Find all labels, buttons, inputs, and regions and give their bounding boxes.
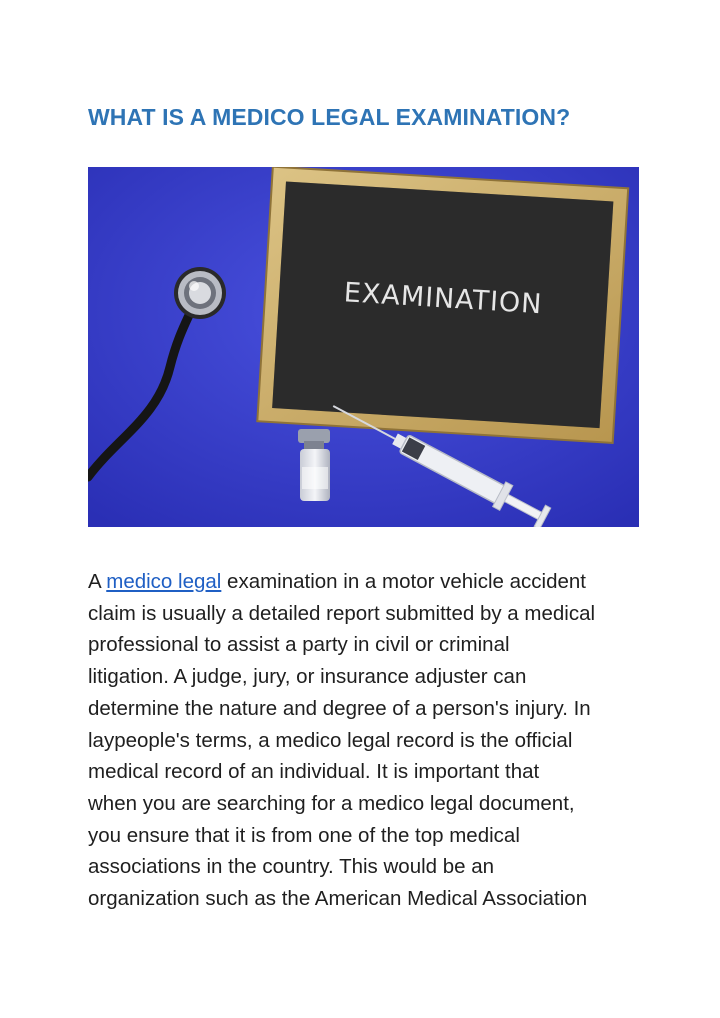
paragraph-line: professional to assist a party in civil or criminal [88, 633, 510, 657]
body-paragraph [88, 566, 648, 915]
stethoscope-chestpiece [174, 267, 226, 319]
paragraph-line: laypeople's terms, a medico legal record is the official [88, 728, 573, 752]
medico-legal-link[interactable]: medico legal [106, 570, 222, 593]
chalkboard [257, 167, 628, 443]
paragraph-prefix: A [88, 570, 107, 593]
paragraph-line: associations in the country. This would be an [88, 855, 495, 879]
paragraph-line: when you are searching for a medico legal document, [88, 791, 575, 815]
paragraph-line: organization such as the American Medical Association [88, 887, 588, 911]
examination-photo [88, 167, 639, 527]
board-text: EXAMINATION [342, 277, 544, 321]
paragraph-line: litigation. A judge, jury, or insurance adjuster can [88, 665, 527, 689]
medicine-vial [298, 429, 330, 501]
page-title: WHAT IS A MEDICO LEGAL EXAMINATION? [88, 104, 571, 130]
paragraph-line-1 [88, 566, 648, 598]
paragraph-line: determine the nature and degree of a person's injury. In [88, 696, 591, 720]
paragraph-line: you ensure that it is from one of the top medical [88, 823, 520, 847]
paragraph-line: medical record of an individual. It is important that [88, 760, 540, 784]
paragraph-line-1-rest: examination in a motor vehicle accident [221, 570, 586, 593]
paragraph-line: claim is usually a detailed report submitted by a medical [88, 601, 596, 625]
